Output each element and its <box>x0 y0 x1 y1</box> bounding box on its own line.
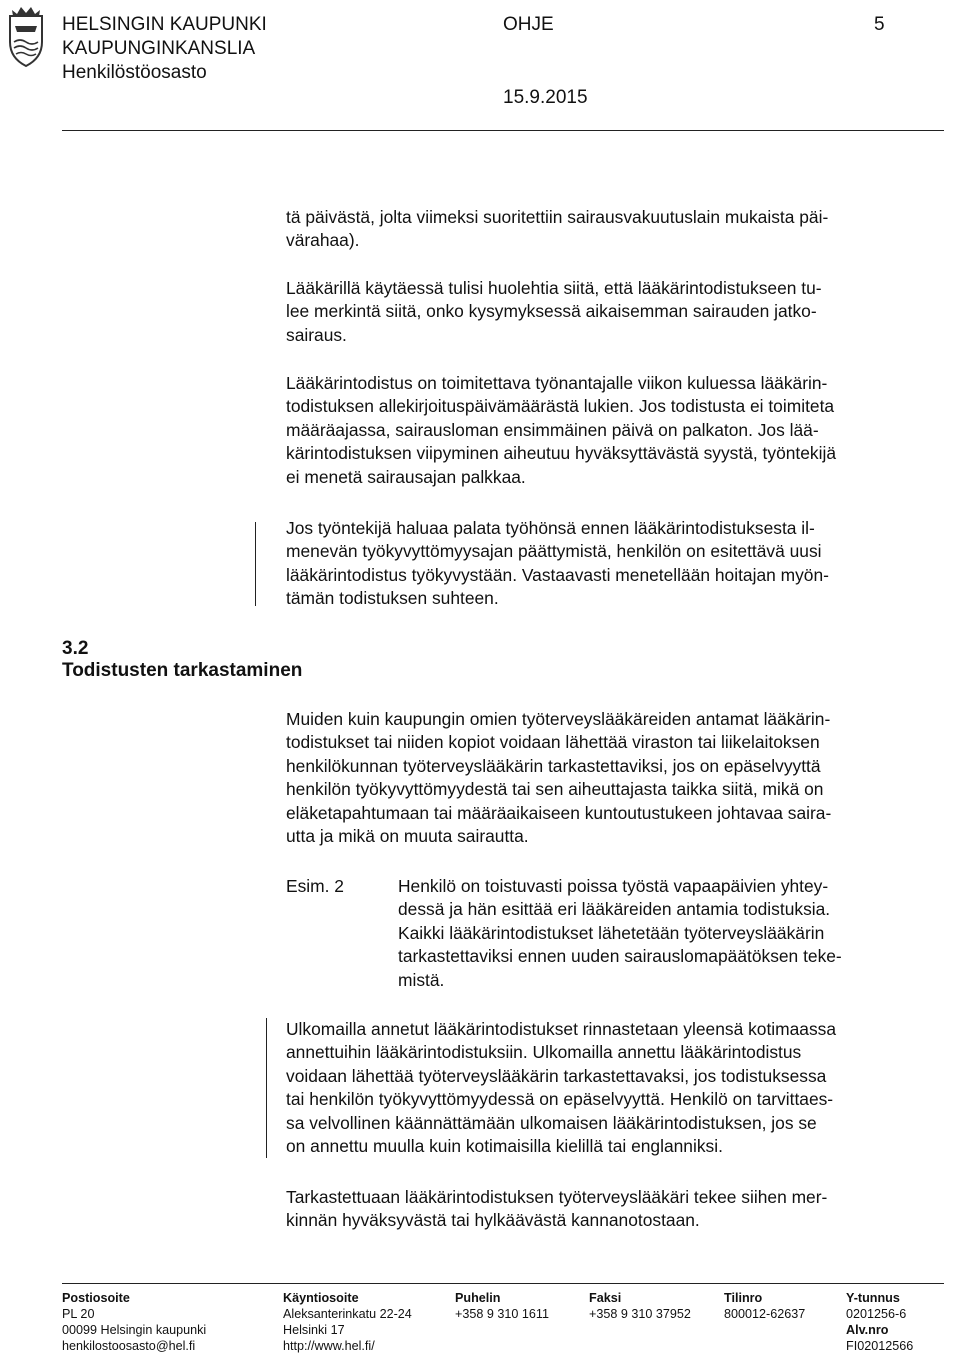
text-line: kärintodistuksen viipyminen aiheutuu hyväksyttävästä syystä, työntekijä <box>286 443 837 464</box>
text-line: annettuihin lääkärintodistuksiin. Ulkomailla annettu lääkärintodistus <box>286 1042 802 1063</box>
footer-postal-box: PL 20 <box>62 1307 95 1321</box>
text-line: lee merkintä siitä, onko kysymyksessä aikaisemman sairauden jatko- <box>286 301 817 322</box>
footer-account-label: Tilinro <box>724 1291 763 1305</box>
footer-business-id: 0201256-6 <box>846 1307 907 1321</box>
org-department: KAUPUNGINKANSLIA <box>62 38 256 59</box>
section-number: 3.2 <box>62 638 89 659</box>
paragraph-4 <box>286 517 946 611</box>
text-line: määräajassa, sairausloman ensimmäinen päivä on palkaton. Jos lää- <box>286 419 819 440</box>
footer-visiting-city: Helsinki 17 <box>283 1323 345 1337</box>
example-text <box>398 875 948 992</box>
footer-fax-label: Faksi <box>589 1291 622 1305</box>
text-line: voidaan lähettää työterveyslääkärin tarkastettavaksi, jos todistuksessa <box>286 1065 827 1086</box>
footer-postal-city: 00099 Helsingin kaupunki <box>62 1323 207 1337</box>
text-line: henkilökunnan työterveyslääkärin tarkastettaviksi, jos on epäselvyyttä <box>286 755 821 776</box>
change-bar <box>266 1018 267 1158</box>
org-name: HELSINGIN KAUPUNKI <box>62 14 267 35</box>
org-unit: Henkilöstöosasto <box>62 62 207 83</box>
text-line: kinnän hyväksyvästä tai hylkäävästä kannanotostaan. <box>286 1210 700 1231</box>
text-line: värahaa). <box>286 230 360 251</box>
paragraph-7 <box>286 1186 946 1233</box>
footer-phone-label: Puhelin <box>455 1291 501 1305</box>
footer-email-link[interactable]: henkilostoosasto@hel.fi <box>62 1339 196 1353</box>
footer-visiting-street: Aleksanterinkatu 22-24 <box>283 1307 412 1321</box>
text-line: Tarkastettuaan lääkärintodistuksen työterveyslääkäri tekee siihen mer- <box>286 1187 828 1207</box>
footer-postal-label: Postiosoite <box>62 1291 130 1305</box>
footer-fax: +358 9 310 37952 <box>589 1307 691 1321</box>
text-line: todistukset tai niiden kopiot voidaan lähettää viraston tai liikelaitoksen <box>286 732 820 753</box>
paragraph-5 <box>286 708 946 848</box>
section-title: Todistusten tarkastaminen <box>62 660 303 681</box>
footer-vat: FI02012566 <box>846 1339 914 1353</box>
text-line: Ulkomailla annetut lääkärintodistukset rinnastetaan yleensä kotimaassa <box>286 1019 837 1039</box>
text-line: Kaikki lääkärintodistukset lähetetään työterveyslääkärin <box>398 922 825 943</box>
text-line: Henkilö on toistuvasti poissa työstä vapaapäivien yhtey- <box>398 876 829 896</box>
paragraph-6 <box>286 1018 946 1158</box>
paragraph-2 <box>286 277 946 347</box>
page-number: 5 <box>874 14 885 35</box>
footer-account: 800012-62637 <box>724 1307 806 1321</box>
text-line: sairaus. <box>286 324 347 345</box>
footer-rule <box>62 1283 944 1284</box>
text-line: eläketapahtumaan tai määräaikaiseen kuntoutustukeen johtavaa saira- <box>286 802 832 823</box>
text-line: menevän työkyvyttömyysajan päättymistä, henkilön on esitettävä uusi <box>286 541 822 562</box>
document-date: 15.9.2015 <box>503 87 588 108</box>
text-line: todistuksen allekirjoituspäivämäärästä lukien. Jos todistusta ei toimiteta <box>286 396 835 417</box>
text-line: Lääkärillä käytäessä tulisi huolehtia siitä, että lääkärintodistukseen tu- <box>286 278 822 298</box>
text-line: Muiden kuin kaupungin omien työterveyslääkäreiden antamat lääkärin- <box>286 709 831 729</box>
text-line: tämän todistuksen suhteen. <box>286 588 499 609</box>
text-line: lääkärintodistus työkyvystään. Vastaavasti menetellään hoitajan myön- <box>286 564 829 585</box>
example-label: Esim. 2 <box>286 876 344 896</box>
text-line: on annettu muulla kuin kotimaisilla kielillä tai englanniksi. <box>286 1136 723 1157</box>
text-line: tarkastettaviksi ennen uuden sairauslomapäätöksen teke- <box>398 946 842 967</box>
text-line: mistä. <box>398 969 445 990</box>
document-type: OHJE <box>503 14 554 35</box>
text-line: utta ja mikä on muuta sairautta. <box>286 826 529 847</box>
footer-business-id-label: Y-tunnus <box>846 1291 900 1305</box>
text-line: sa velvollinen käännättämään ulkomaisen lääkärintodistuksen, jos se <box>286 1112 817 1133</box>
text-line: Lääkärintodistus on toimitettava työnantajalle viikon kuluessa lääkärin- <box>286 373 828 393</box>
paragraph-3 <box>286 372 946 489</box>
helsinki-crest-logo <box>4 2 48 70</box>
footer-phone: +358 9 310 1611 <box>455 1307 549 1321</box>
footer-visiting-label: Käyntiosoite <box>283 1291 359 1305</box>
text-line: Jos työntekijä haluaa palata työhönsä ennen lääkärintodistuksesta il- <box>286 518 815 538</box>
change-bar <box>255 522 256 606</box>
text-line: henkilön työkyvyttömyydestä tai sen aiheuttajasta taikka siitä, mikä on <box>286 779 824 800</box>
text-line: dessä ja hän esittää eri lääkäreiden antamia todistuksia. <box>398 899 831 920</box>
text-line: tä päivästä, jolta viimeksi suoritettiin sairausvakuutuslain mukaista päi- <box>286 207 829 227</box>
text-line: ei menetä sairausajan palkkaa. <box>286 466 526 487</box>
footer-website-link[interactable]: http://www.hel.fi/ <box>283 1339 375 1353</box>
paragraph-1 <box>286 206 946 253</box>
footer-vat-label: Alv.nro <box>846 1323 889 1337</box>
header-rule <box>62 130 944 131</box>
text-line: tai henkilön työkyvyttömyydessä on epäselvyyttä. Henkilö on tarvittaes- <box>286 1089 834 1110</box>
